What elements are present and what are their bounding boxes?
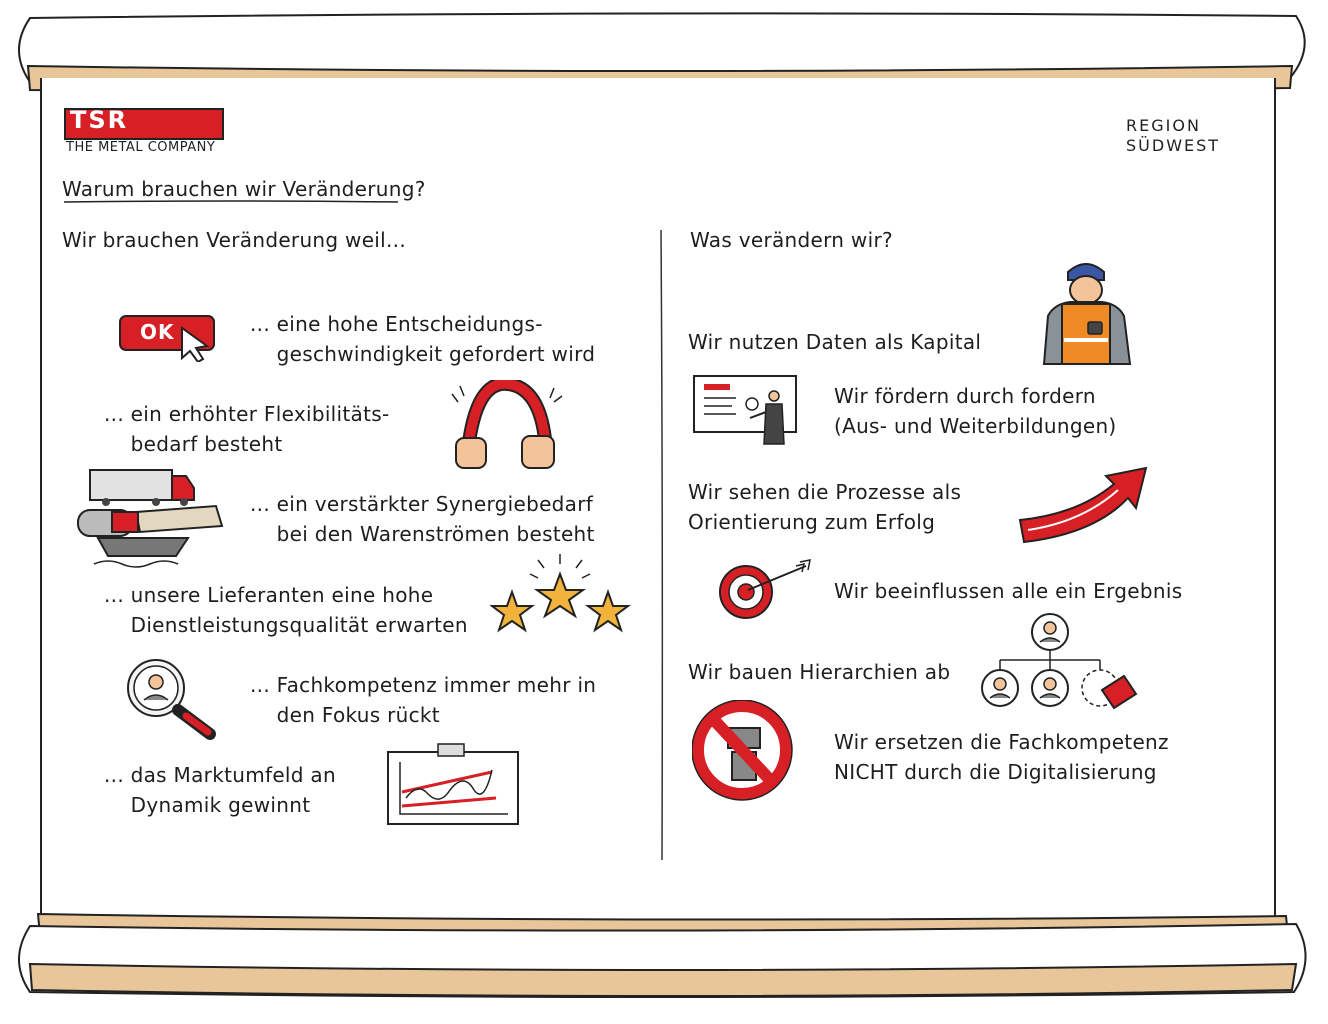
- presentation-icon: [692, 374, 800, 456]
- arrow-icon: [1018, 464, 1150, 552]
- right-item-2: Wir fördern durch fordern (Aus- und Weiterbildungen): [834, 384, 1117, 438]
- logo-name: TSR: [70, 106, 129, 134]
- right-item-4: Wir beeinflussen alle ein Ergebnis: [834, 579, 1183, 603]
- right-item-1: Wir nutzen Daten als Kapital: [688, 330, 982, 354]
- target-icon: [716, 556, 816, 620]
- left-item-6: ... das Marktumfeld an Dynamik gewinnt: [104, 763, 336, 817]
- left-heading: Wir brauchen Veränderung weil...: [62, 228, 406, 252]
- magnifier-icon: [124, 656, 220, 740]
- bottom-scroll-rod: [0, 906, 1328, 1024]
- hierarchy-icon: [980, 612, 1140, 718]
- left-item-5: ... Fachkompetenz immer mehr in den Fokus rückt: [250, 673, 597, 727]
- region-line1: REGION: [1126, 116, 1201, 135]
- chart-board-icon: [384, 742, 522, 828]
- logo-tagline: THE METAL COMPANY: [66, 140, 216, 155]
- region-label: [1126, 116, 1220, 156]
- left-item-2: ... ein erhöhter Flexibilitäts- bedarf besteht: [104, 402, 390, 456]
- ok-button-icon: [118, 312, 218, 362]
- page-title: Warum brauchen wir Veränderung?: [62, 177, 426, 201]
- ok-label: OK: [140, 320, 175, 344]
- no-robot-icon: [692, 700, 800, 804]
- column-divider: [656, 228, 666, 864]
- left-item-4: ... unsere Lieferanten eine hohe Dienstleistungsqualität erwarten: [104, 583, 468, 637]
- right-heading: Was verändern wir?: [690, 228, 893, 252]
- right-item-6: Wir ersetzen die Fachkompetenz NICHT durch die Digitalisierung: [834, 730, 1169, 784]
- transport-icon: [76, 468, 228, 572]
- region-line2: SÜDWEST: [1126, 136, 1221, 155]
- right-item-5: Wir bauen Hierarchien ab: [688, 660, 951, 684]
- bending-bar-icon: [446, 380, 566, 476]
- stars-icon: [490, 552, 634, 636]
- title-underline: [62, 198, 402, 206]
- worker-icon: [1038, 256, 1134, 368]
- left-item-1: ... eine hohe Entscheidungs- geschwindigkeit gefordert wird: [250, 312, 596, 366]
- right-item-3: Wir sehen die Prozesse als Orientierung zum Erfolg: [688, 480, 962, 534]
- left-item-3: ... ein verstärkter Synergiebedarf bei den Warenströmen besteht: [250, 492, 595, 546]
